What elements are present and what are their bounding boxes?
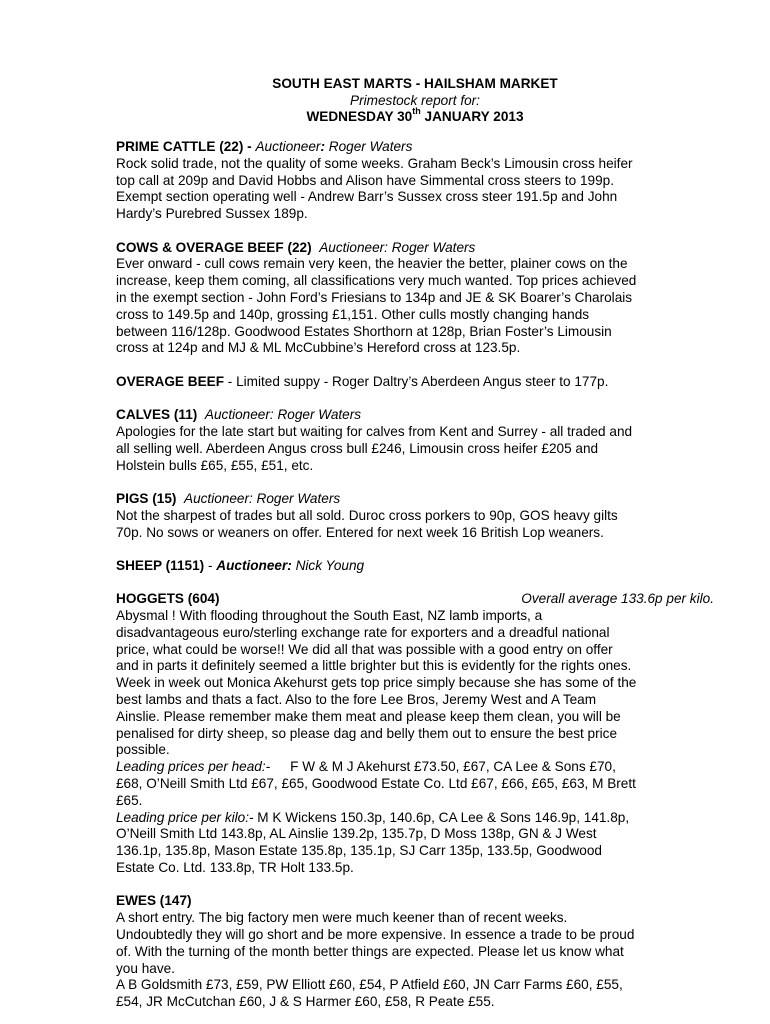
paragraph-line: A short entry. The big factory men were much keener than of recent weeks. — [116, 910, 568, 926]
heading-text: HOGGETS (604) — [116, 591, 220, 607]
paragraph-line: 136.1p, 135.8p, Mason Estate 135.8p, 135.1p, SJ Carr 135p, 133.5p, Goodwood — [116, 843, 602, 859]
section-heading: EWES (147) — [116, 893, 192, 909]
heading-text: PRIME CATTLE (22) - — [116, 139, 256, 154]
paragraph-line: cross to 149.5p and 140p, grossing £1,151. Other culls mostly changing hands — [116, 306, 590, 322]
paragraph-line: A B Goldsmith £73, £59, PW Elliott £60, £54, P Atfield £60, JN Carr Farms £60, £55, — [116, 977, 623, 993]
paragraph-line: increase, keep them coming, all classifications very much wanted. Top prices achieved — [116, 273, 637, 289]
section-heading — [116, 591, 714, 608]
auctioneer-label: Auctioneer: — [216, 557, 292, 573]
section-calves — [116, 407, 714, 474]
auctioneer: Auctioneer: Roger Waters — [319, 239, 476, 255]
paragraph-line: O’Neill Smith Ltd 143.8p, AL Ainslie 139.2p, 135.7p, D Moss 138p, GN & J West — [116, 826, 597, 842]
paragraph-line: £54, JR McCutchan £60, J & S Harmer £60, £58, R Peate £55. — [116, 994, 495, 1010]
section-heading — [116, 139, 714, 156]
paragraph-line: disadvantageous euro/sterling exchange rate for exporters and a dreadful national — [116, 624, 610, 640]
paragraph-line: Not the sharpest of trades but all sold. Duroc cross porkers to 90p, GOS heavy gilts — [116, 507, 618, 523]
paragraph-line: best lambs and thats a fact. Also to the fore Lee Bros, Jeremy West and A Team — [116, 692, 597, 708]
report-body — [116, 139, 714, 1011]
heading-text: PIGS (15) — [116, 490, 177, 506]
price-per-kilo-line — [116, 810, 714, 827]
section-overage-beef — [116, 374, 714, 391]
paragraph-line: Estate Co. Ltd. 133.8p, TR Holt 133.5p. — [116, 860, 354, 876]
date-ordinal: th — [412, 106, 421, 117]
price-per-head-label: Leading prices per head:- — [116, 759, 271, 775]
paragraph-line: Undoubtedly they will go short and be more expensive. In essence a trade to be proud — [116, 927, 635, 943]
paragraph-line: of. With the turning of the month better things are expected. Please let us know what — [116, 943, 624, 959]
paragraph-line: you have. — [116, 960, 175, 976]
paragraph-line: Exempt section operating well - Andrew Barr’s Sussex cross steer 191.5p and John — [116, 189, 618, 205]
paragraph-line: Week in week out Monica Akehurst gets top price simply because she has some of the — [116, 675, 637, 691]
heading-text: OVERAGE BEEF — [116, 373, 225, 389]
paragraph-line: Hardy’s Purebred Sussex 189p. — [116, 206, 308, 222]
heading-dash: - — [204, 557, 217, 573]
paragraph-line: top call at 209p and David Hobbs and Alison have Simmental cross steers to 199p. — [116, 172, 614, 188]
section-heading — [116, 558, 714, 575]
report-date — [116, 106, 714, 126]
paragraph-line: Holstein bulls £65, £55, £51, etc. — [116, 457, 314, 473]
overall-average: Overall average 133.6p per kilo. — [521, 591, 714, 607]
price-per-head-text: F W & M J Akehurst £73.50, £67, CA Lee & Sons £70, — [290, 759, 616, 775]
section-prime-cattle — [116, 139, 714, 223]
paragraph-line: £65. — [116, 792, 143, 808]
price-per-kilo-text: M K Wickens 150.3p, 140.6p, CA Lee & Sons 146.9p, 141.8p, — [253, 809, 630, 825]
report-title: SOUTH EAST MARTS - HAILSHAM MARKET — [272, 76, 558, 91]
section-pigs — [116, 491, 714, 541]
report-subtitle: Primestock report for: — [350, 92, 480, 108]
auctioneer-label: Auctioneer — [255, 139, 321, 154]
paragraph-line: Rock solid trade, not the quality of some weeks. Graham Beck’s Limousin cross heifer — [116, 155, 633, 171]
heading-text: SHEEP (1151) — [116, 557, 205, 573]
date-rest: JANUARY 2013 — [420, 109, 524, 124]
price-per-kilo-label: Leading price per kilo:- — [116, 809, 254, 825]
paragraph-line: all selling well. Aberdeen Angus cross bull £246, Limousin cross heifer £205 and — [116, 440, 599, 456]
auctioneer-colon: : — [320, 139, 325, 154]
paragraph-line: cross at 124p and MJ & ML McCubbine’s Hereford cross at 123.5p. — [116, 340, 521, 356]
report-header — [116, 76, 714, 126]
paragraph-line: price, what could be worse!! We did all that was possible with a good entry on offer — [116, 641, 613, 657]
paragraph-line: 70p. No sows or weaners on offer. Entered for next week 16 British Lop weaners. — [116, 524, 604, 540]
price-per-head-line — [116, 759, 714, 776]
section-cows — [116, 240, 714, 358]
paragraph-line: penalised for dirty sheep, so please dag and belly them out to ensure the best price — [116, 725, 618, 741]
heading-text: COWS & OVERAGE BEEF (22) — [116, 239, 312, 255]
auctioneer-name: Roger Waters — [325, 139, 413, 154]
heading-text: CALVES (11) — [116, 407, 198, 423]
section-heading — [116, 374, 714, 391]
auctioneer-name: Nick Young — [291, 557, 365, 573]
auctioneer: Auctioneer: Roger Waters — [204, 407, 362, 423]
paragraph-line: Apologies for the late start but waiting for calves from Kent and Surrey - all traded and — [116, 423, 633, 439]
section-heading — [116, 240, 714, 257]
date-main: WEDNESDAY 30 — [306, 109, 413, 124]
section-hoggets — [116, 591, 714, 877]
section-sheep — [116, 558, 714, 575]
section-ewes — [116, 893, 714, 1011]
paragraph-line: Abysmal ! With flooding throughout the South East, NZ lamb imports, a — [116, 608, 543, 624]
paragraph-line: Ever onward - cull cows remain very keen, the heavier the better, plainer cows on the — [116, 256, 628, 272]
paragraph-line: possible. — [116, 742, 170, 758]
paragraph-line: Ainslie. Please remember make them meat and please keep them clean, you will be — [116, 708, 621, 724]
paragraph-text: - Limited suppy - Roger Daltry’s Aberdeen Angus steer to 177p. — [224, 373, 609, 389]
paragraph-line: and in parts it definitely seemed a little brighter but this is evidently for the rights ones. — [116, 658, 632, 674]
section-heading — [116, 407, 714, 424]
paragraph-line: in the exempt section - John Ford’s Friesians to 134p and JE & SK Boarer’s Charolais — [116, 289, 633, 305]
paragraph-line: £68, O’Neill Smith Ltd £67, £65, Goodwood Estate Co. Ltd £67, £66, £65, £63, M Brett — [116, 776, 636, 792]
auctioneer: Auctioneer: Roger Waters — [184, 490, 341, 506]
section-heading — [116, 491, 714, 508]
paragraph-line: between 116/128p. Goodwood Estates Shorthorn at 128p, Brian Foster’s Limousin — [116, 323, 612, 339]
